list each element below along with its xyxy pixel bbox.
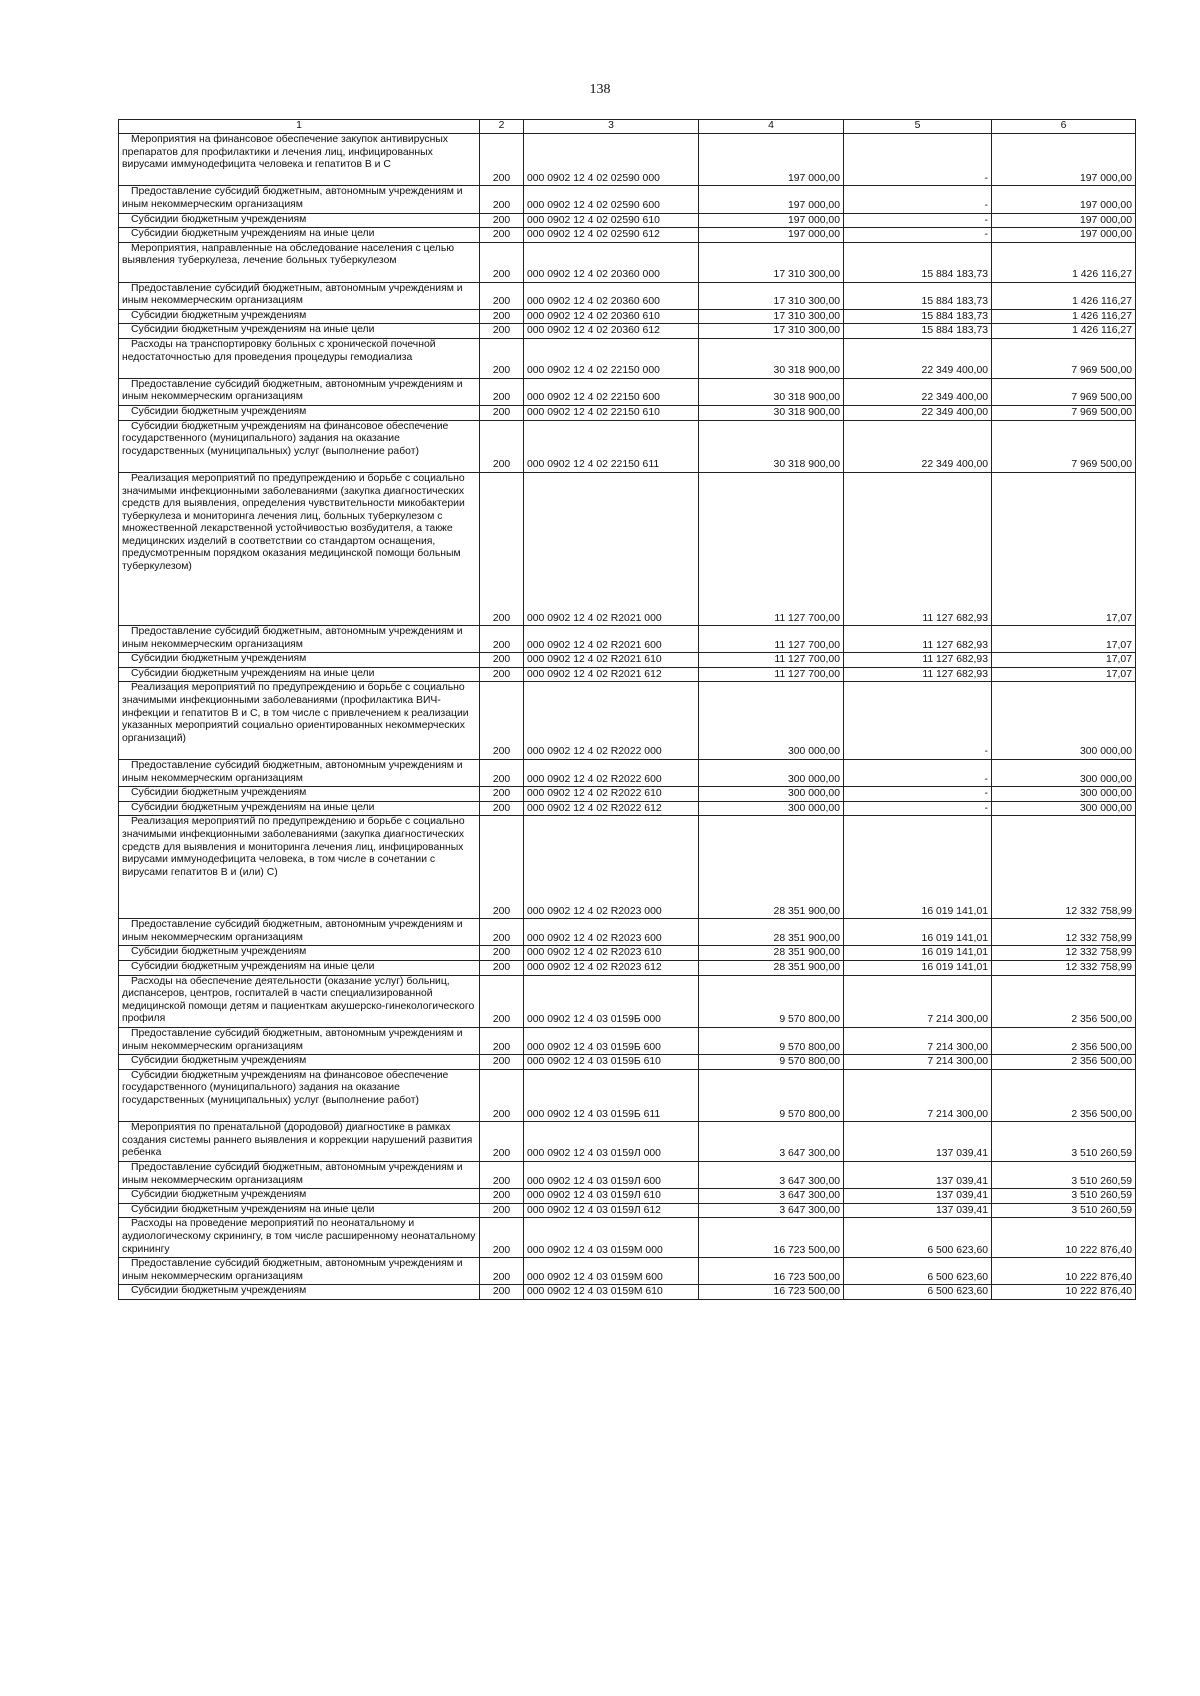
column-header: 5: [844, 120, 992, 134]
row-code-cell: 000 0902 12 4 02 R2021 600: [524, 626, 699, 653]
row-name-cell: Предоставление субсидий бюджетным, автономным учреждениям и иным некоммерческим организациям: [119, 919, 480, 946]
row-code-cell: 000 0902 12 4 02 22150 611: [524, 420, 699, 472]
row-rest-cell: 17,07: [992, 667, 1136, 682]
row-rest-cell: 1 426 116,27: [992, 242, 1136, 282]
row-exec-cell: 11 127 682,93: [844, 626, 992, 653]
row-code-cell: 000 0902 12 4 03 0159Б 610: [524, 1055, 699, 1070]
row-kvr-cell: 200: [480, 961, 524, 976]
row-exec-cell: -: [844, 682, 992, 760]
row-kvr-cell: 200: [480, 420, 524, 472]
row-exec-cell: 15 884 183,73: [844, 324, 992, 339]
row-kvr-cell: 200: [480, 405, 524, 420]
row-rest-cell: 10 222 876,40: [992, 1258, 1136, 1285]
row-code-cell: 000 0902 12 4 02 R2021 610: [524, 653, 699, 668]
row-code-cell: 000 0902 12 4 03 0159Б 600: [524, 1028, 699, 1055]
row-rest-cell: 3 510 260,59: [992, 1122, 1136, 1162]
row-name-cell: Предоставление субсидий бюджетным, автономным учреждениям и иным некоммерческим организациям: [119, 1161, 480, 1188]
row-name-cell: Субсидии бюджетным учреждениям: [119, 1055, 480, 1070]
row-exec-cell: 7 214 300,00: [844, 1055, 992, 1070]
row-code-cell: 000 0902 12 4 03 0159Б 611: [524, 1069, 699, 1121]
row-plan-cell: 197 000,00: [699, 186, 844, 213]
row-kvr-cell: 200: [480, 1069, 524, 1121]
row-exec-cell: 15 884 183,73: [844, 242, 992, 282]
row-name-cell: Субсидии бюджетным учреждениям на иные цели: [119, 961, 480, 976]
row-code-cell: 000 0902 12 4 02 R2023 600: [524, 919, 699, 946]
row-rest-cell: 10 222 876,40: [992, 1218, 1136, 1258]
row-rest-cell: 17,07: [992, 472, 1136, 625]
row-plan-cell: 300 000,00: [699, 760, 844, 787]
row-rest-cell: 2 356 500,00: [992, 975, 1136, 1027]
row-plan-cell: 17 310 300,00: [699, 309, 844, 324]
header-row: [119, 120, 1136, 134]
row-plan-cell: 3 647 300,00: [699, 1122, 844, 1162]
table-row: [119, 1203, 1136, 1218]
table-row: [119, 946, 1136, 961]
row-kvr-cell: 200: [480, 134, 524, 186]
row-kvr-cell: 200: [480, 378, 524, 405]
row-plan-cell: 30 318 900,00: [699, 420, 844, 472]
row-plan-cell: 300 000,00: [699, 787, 844, 802]
table-row: [119, 1055, 1136, 1070]
row-kvr-cell: 200: [480, 1189, 524, 1204]
row-name-cell: Субсидии бюджетным учреждениям на иные цели: [119, 801, 480, 816]
table-row: [119, 816, 1136, 919]
row-plan-cell: 9 570 800,00: [699, 1055, 844, 1070]
row-plan-cell: 30 318 900,00: [699, 405, 844, 420]
row-rest-cell: 300 000,00: [992, 787, 1136, 802]
row-rest-cell: 300 000,00: [992, 801, 1136, 816]
row-rest-cell: 197 000,00: [992, 134, 1136, 186]
row-name-cell: Расходы на проведение мероприятий по неонатальному и аудиологическому скринингу, в том числе расширенному неонатальному скринингу: [119, 1218, 480, 1258]
row-name-cell: Предоставление субсидий бюджетным, автономным учреждениям и иным некоммерческим организациям: [119, 1258, 480, 1285]
row-plan-cell: 197 000,00: [699, 134, 844, 186]
row-kvr-cell: 200: [480, 242, 524, 282]
row-kvr-cell: 200: [480, 1218, 524, 1258]
column-header: 3: [524, 120, 699, 134]
row-rest-cell: 2 356 500,00: [992, 1069, 1136, 1121]
row-kvr-cell: 200: [480, 919, 524, 946]
row-exec-cell: 15 884 183,73: [844, 282, 992, 309]
table-row: [119, 919, 1136, 946]
row-rest-cell: 12 332 758,99: [992, 816, 1136, 919]
row-name-cell: Субсидии бюджетным учреждениям: [119, 1285, 480, 1300]
row-exec-cell: 16 019 141,01: [844, 946, 992, 961]
row-name-cell: Субсидии бюджетным учреждениям на иные цели: [119, 324, 480, 339]
row-name-cell: Субсидии бюджетным учреждениям: [119, 309, 480, 324]
row-kvr-cell: 200: [480, 1055, 524, 1070]
row-code-cell: 000 0902 12 4 02 R2022 610: [524, 787, 699, 802]
row-plan-cell: 17 310 300,00: [699, 324, 844, 339]
table-row: [119, 1028, 1136, 1055]
row-name-cell: Предоставление субсидий бюджетным, автономным учреждениям и иным некоммерческим организациям: [119, 760, 480, 787]
row-kvr-cell: 200: [480, 1285, 524, 1300]
row-code-cell: 000 0902 12 4 03 0159Л 610: [524, 1189, 699, 1204]
row-code-cell: 000 0902 12 4 02 R2022 600: [524, 760, 699, 787]
row-exec-cell: 22 349 400,00: [844, 378, 992, 405]
row-exec-cell: 16 019 141,01: [844, 919, 992, 946]
row-kvr-cell: 200: [480, 975, 524, 1027]
row-exec-cell: 137 039,41: [844, 1203, 992, 1218]
row-kvr-cell: 200: [480, 667, 524, 682]
table-row: [119, 787, 1136, 802]
row-code-cell: 000 0902 12 4 03 0159Л 612: [524, 1203, 699, 1218]
table-row: [119, 626, 1136, 653]
table-row: [119, 1069, 1136, 1121]
row-code-cell: 000 0902 12 4 03 0159Л 600: [524, 1161, 699, 1188]
row-kvr-cell: 200: [480, 787, 524, 802]
row-name-cell: Субсидии бюджетным учреждениям на иные цели: [119, 667, 480, 682]
row-exec-cell: 11 127 682,93: [844, 472, 992, 625]
table-row: [119, 653, 1136, 668]
row-kvr-cell: 200: [480, 228, 524, 243]
row-rest-cell: 17,07: [992, 653, 1136, 668]
row-name-cell: Расходы на транспортировку больных с хронической почечной недостаточностью для проведения процедуры гемодиализа: [119, 338, 480, 378]
row-name-cell: Субсидии бюджетным учреждениям: [119, 946, 480, 961]
row-code-cell: 000 0902 12 4 03 0159М 610: [524, 1285, 699, 1300]
table-row: [119, 405, 1136, 420]
row-code-cell: 000 0902 12 4 02 02590 612: [524, 228, 699, 243]
row-rest-cell: 1 426 116,27: [992, 282, 1136, 309]
row-rest-cell: 1 426 116,27: [992, 309, 1136, 324]
table-row: [119, 134, 1136, 186]
row-exec-cell: 137 039,41: [844, 1189, 992, 1204]
table-row: [119, 338, 1136, 378]
row-kvr-cell: 200: [480, 801, 524, 816]
row-plan-cell: 197 000,00: [699, 228, 844, 243]
row-code-cell: 000 0902 12 4 02 R2023 612: [524, 961, 699, 976]
row-name-cell: Предоставление субсидий бюджетным, автономным учреждениям и иным некоммерческим организациям: [119, 626, 480, 653]
row-name-cell: Мероприятия, направленные на обследование населения с целью выявления туберкулеза, лечение больных туберкулезом: [119, 242, 480, 282]
row-name-cell: Предоставление субсидий бюджетным, автономным учреждениям и иным некоммерческим организациям: [119, 186, 480, 213]
row-rest-cell: 300 000,00: [992, 760, 1136, 787]
row-exec-cell: 11 127 682,93: [844, 667, 992, 682]
budget-table: [118, 119, 1136, 1300]
row-name-cell: Субсидии бюджетным учреждениям на иные цели: [119, 1203, 480, 1218]
row-code-cell: 000 0902 12 4 02 22150 610: [524, 405, 699, 420]
table-row: [119, 213, 1136, 228]
column-header: 4: [699, 120, 844, 134]
row-exec-cell: 6 500 623,60: [844, 1218, 992, 1258]
row-name-cell: Реализация мероприятий по предупреждению и борьбе с социально значимыми инфекционными заболеваниями (закупка диагностических средств для выявления, определения чувствительности микобактерии туберкулеза и мониторинга лечения лиц, больных туберкулезом с множественной лекарственной устойчивостью возбудителя, а также медицинских изделий в соответствии со стандартом оснащения, предусмотренным порядком оказания медицинской помощи больным туберкулезом): [119, 472, 480, 625]
row-kvr-cell: 200: [480, 282, 524, 309]
row-plan-cell: 9 570 800,00: [699, 975, 844, 1027]
row-code-cell: 000 0902 12 4 03 0159Л 000: [524, 1122, 699, 1162]
row-kvr-cell: 200: [480, 472, 524, 625]
row-name-cell: Реализация мероприятий по предупреждению и борьбе с социально значимыми инфекционными заболеваниями (профилактика ВИЧ-инфекции и гепатитов В и С, в том числе с привлечением к реализации указанных мероприятий социально ориентированных некоммерческих организаций): [119, 682, 480, 760]
row-plan-cell: 28 351 900,00: [699, 946, 844, 961]
row-rest-cell: 2 356 500,00: [992, 1055, 1136, 1070]
table-row: [119, 228, 1136, 243]
row-kvr-cell: 200: [480, 309, 524, 324]
row-code-cell: 000 0902 12 4 02 02590 610: [524, 213, 699, 228]
row-plan-cell: 11 127 700,00: [699, 472, 844, 625]
row-code-cell: 000 0902 12 4 02 20360 000: [524, 242, 699, 282]
row-code-cell: 000 0902 12 4 02 R2022 000: [524, 682, 699, 760]
row-exec-cell: -: [844, 228, 992, 243]
row-plan-cell: 197 000,00: [699, 213, 844, 228]
row-exec-cell: 7 214 300,00: [844, 1028, 992, 1055]
row-kvr-cell: 200: [480, 1122, 524, 1162]
row-rest-cell: 197 000,00: [992, 228, 1136, 243]
row-exec-cell: 16 019 141,01: [844, 961, 992, 976]
row-exec-cell: 7 214 300,00: [844, 975, 992, 1027]
row-plan-cell: 3 647 300,00: [699, 1203, 844, 1218]
row-plan-cell: 9 570 800,00: [699, 1069, 844, 1121]
row-name-cell: Мероприятия по пренатальной (дородовой) диагностике в рамках создания системы раннего выявления и коррекции нарушений развития ребенка: [119, 1122, 480, 1162]
table-row: [119, 961, 1136, 976]
row-exec-cell: -: [844, 134, 992, 186]
row-plan-cell: 28 351 900,00: [699, 919, 844, 946]
row-rest-cell: 3 510 260,59: [992, 1189, 1136, 1204]
row-name-cell: Субсидии бюджетным учреждениям на финансовое обеспечение государственного (муниципального) задания на оказание государственных (муниципальных) услуг (выполнение работ): [119, 1069, 480, 1121]
table-row: [119, 1285, 1136, 1300]
row-code-cell: 000 0902 12 4 02 R2023 610: [524, 946, 699, 961]
row-kvr-cell: 200: [480, 816, 524, 919]
table-row: [119, 801, 1136, 816]
row-exec-cell: 137 039,41: [844, 1122, 992, 1162]
row-name-cell: Реализация мероприятий по предупреждению и борьбе с социально значимыми инфекционными заболеваниями (закупка диагностических средств для выявления и мониторинга лечения лиц, инфицированных вирусами иммунодефицита человека, в том числе в сочетании с вирусами гепатитов В и (или) С): [119, 816, 480, 919]
row-rest-cell: 12 332 758,99: [992, 961, 1136, 976]
row-name-cell: Предоставление субсидий бюджетным, автономным учреждениям и иным некоммерческим организациям: [119, 1028, 480, 1055]
row-exec-cell: 11 127 682,93: [844, 653, 992, 668]
row-exec-cell: 22 349 400,00: [844, 405, 992, 420]
row-code-cell: 000 0902 12 4 02 20360 610: [524, 309, 699, 324]
row-plan-cell: 300 000,00: [699, 682, 844, 760]
row-plan-cell: 11 127 700,00: [699, 667, 844, 682]
row-code-cell: 000 0902 12 4 02 20360 600: [524, 282, 699, 309]
row-rest-cell: 1 426 116,27: [992, 324, 1136, 339]
page-number: 138: [589, 82, 611, 97]
row-plan-cell: 3 647 300,00: [699, 1161, 844, 1188]
row-code-cell: 000 0902 12 4 02 R2021 612: [524, 667, 699, 682]
row-rest-cell: 3 510 260,59: [992, 1161, 1136, 1188]
table-row: [119, 975, 1136, 1027]
row-name-cell: Субсидии бюджетным учреждениям на финансовое обеспечение государственного (муниципального) задания на оказание государственных (муниципальных) услуг (выполнение работ): [119, 420, 480, 472]
table-row: [119, 309, 1136, 324]
row-plan-cell: 30 318 900,00: [699, 378, 844, 405]
row-rest-cell: 7 969 500,00: [992, 378, 1136, 405]
row-rest-cell: 2 356 500,00: [992, 1028, 1136, 1055]
row-kvr-cell: 200: [480, 1258, 524, 1285]
table-row: [119, 242, 1136, 282]
row-exec-cell: -: [844, 213, 992, 228]
row-rest-cell: 197 000,00: [992, 213, 1136, 228]
table-row: [119, 1218, 1136, 1258]
row-plan-cell: 30 318 900,00: [699, 338, 844, 378]
row-name-cell: Субсидии бюджетным учреждениям: [119, 1189, 480, 1204]
table-row: [119, 1122, 1136, 1162]
table-row: [119, 186, 1136, 213]
row-name-cell: Предоставление субсидий бюджетным, автономным учреждениям и иным некоммерческим организациям: [119, 282, 480, 309]
row-code-cell: 000 0902 12 4 03 0159Б 000: [524, 975, 699, 1027]
row-code-cell: 000 0902 12 4 02 02590 000: [524, 134, 699, 186]
row-code-cell: 000 0902 12 4 03 0159М 000: [524, 1218, 699, 1258]
row-kvr-cell: 200: [480, 682, 524, 760]
row-exec-cell: 22 349 400,00: [844, 420, 992, 472]
row-rest-cell: 7 969 500,00: [992, 338, 1136, 378]
row-plan-cell: 28 351 900,00: [699, 816, 844, 919]
row-plan-cell: 11 127 700,00: [699, 653, 844, 668]
table-row: [119, 667, 1136, 682]
row-code-cell: 000 0902 12 4 03 0159М 600: [524, 1258, 699, 1285]
row-name-cell: Субсидии бюджетным учреждениям: [119, 653, 480, 668]
table-row: [119, 420, 1136, 472]
table-row: [119, 1161, 1136, 1188]
row-exec-cell: 15 884 183,73: [844, 309, 992, 324]
row-exec-cell: 6 500 623,60: [844, 1285, 992, 1300]
row-rest-cell: 197 000,00: [992, 186, 1136, 213]
column-header: 2: [480, 120, 524, 134]
row-rest-cell: 7 969 500,00: [992, 405, 1136, 420]
row-rest-cell: 3 510 260,59: [992, 1203, 1136, 1218]
row-name-cell: Субсидии бюджетным учреждениям на иные цели: [119, 228, 480, 243]
row-rest-cell: 12 332 758,99: [992, 946, 1136, 961]
row-code-cell: 000 0902 12 4 02 02590 600: [524, 186, 699, 213]
column-header: 1: [119, 120, 480, 134]
row-kvr-cell: 200: [480, 324, 524, 339]
column-header: 6: [992, 120, 1136, 134]
table-row: [119, 324, 1136, 339]
row-kvr-cell: 200: [480, 338, 524, 378]
row-plan-cell: 3 647 300,00: [699, 1189, 844, 1204]
row-kvr-cell: 200: [480, 186, 524, 213]
row-exec-cell: 16 019 141,01: [844, 816, 992, 919]
table-row: [119, 1258, 1136, 1285]
table-row: [119, 472, 1136, 625]
row-code-cell: 000 0902 12 4 02 22150 600: [524, 378, 699, 405]
row-plan-cell: 17 310 300,00: [699, 242, 844, 282]
row-plan-cell: 28 351 900,00: [699, 961, 844, 976]
row-code-cell: 000 0902 12 4 02 R2021 000: [524, 472, 699, 625]
table-row: [119, 682, 1136, 760]
row-name-cell: Субсидии бюджетным учреждениям: [119, 787, 480, 802]
row-name-cell: Субсидии бюджетным учреждениям: [119, 213, 480, 228]
row-code-cell: 000 0902 12 4 02 22150 000: [524, 338, 699, 378]
row-kvr-cell: 200: [480, 1028, 524, 1055]
row-kvr-cell: 200: [480, 653, 524, 668]
row-name-cell: Мероприятия на финансовое обеспечение закупок антивирусных препаратов для профилактики и лечения лиц, инфицированных вирусами иммунодефицита человека и гепатитов В и С: [119, 134, 480, 186]
row-exec-cell: 7 214 300,00: [844, 1069, 992, 1121]
row-exec-cell: -: [844, 760, 992, 787]
row-plan-cell: 16 723 500,00: [699, 1285, 844, 1300]
row-exec-cell: -: [844, 787, 992, 802]
row-name-cell: Предоставление субсидий бюджетным, автономным учреждениям и иным некоммерческим организациям: [119, 378, 480, 405]
row-exec-cell: 137 039,41: [844, 1161, 992, 1188]
row-rest-cell: 17,07: [992, 626, 1136, 653]
row-kvr-cell: 200: [480, 626, 524, 653]
row-plan-cell: 16 723 500,00: [699, 1218, 844, 1258]
row-rest-cell: 7 969 500,00: [992, 420, 1136, 472]
row-kvr-cell: 200: [480, 213, 524, 228]
row-plan-cell: 11 127 700,00: [699, 626, 844, 653]
row-kvr-cell: 200: [480, 946, 524, 961]
row-kvr-cell: 200: [480, 1203, 524, 1218]
row-rest-cell: 300 000,00: [992, 682, 1136, 760]
row-rest-cell: 10 222 876,40: [992, 1285, 1136, 1300]
row-exec-cell: 22 349 400,00: [844, 338, 992, 378]
table-row: [119, 1189, 1136, 1204]
row-plan-cell: 16 723 500,00: [699, 1258, 844, 1285]
row-code-cell: 000 0902 12 4 02 20360 612: [524, 324, 699, 339]
row-name-cell: Расходы на обеспечение деятельности (оказание услуг) больниц, диспансеров, центров, госпиталей в части специализированной медицинской помощи детям и пациенткам акушерско-гинекологического профиля: [119, 975, 480, 1027]
row-exec-cell: -: [844, 801, 992, 816]
table-row: [119, 378, 1136, 405]
table-row: [119, 760, 1136, 787]
row-plan-cell: 9 570 800,00: [699, 1028, 844, 1055]
row-name-cell: Субсидии бюджетным учреждениям: [119, 405, 480, 420]
row-code-cell: 000 0902 12 4 02 R2023 000: [524, 816, 699, 919]
row-code-cell: 000 0902 12 4 02 R2022 612: [524, 801, 699, 816]
table-row: [119, 282, 1136, 309]
row-kvr-cell: 200: [480, 760, 524, 787]
row-plan-cell: 300 000,00: [699, 801, 844, 816]
row-plan-cell: 17 310 300,00: [699, 282, 844, 309]
row-exec-cell: -: [844, 186, 992, 213]
row-rest-cell: 12 332 758,99: [992, 919, 1136, 946]
row-exec-cell: 6 500 623,60: [844, 1258, 992, 1285]
row-kvr-cell: 200: [480, 1161, 524, 1188]
